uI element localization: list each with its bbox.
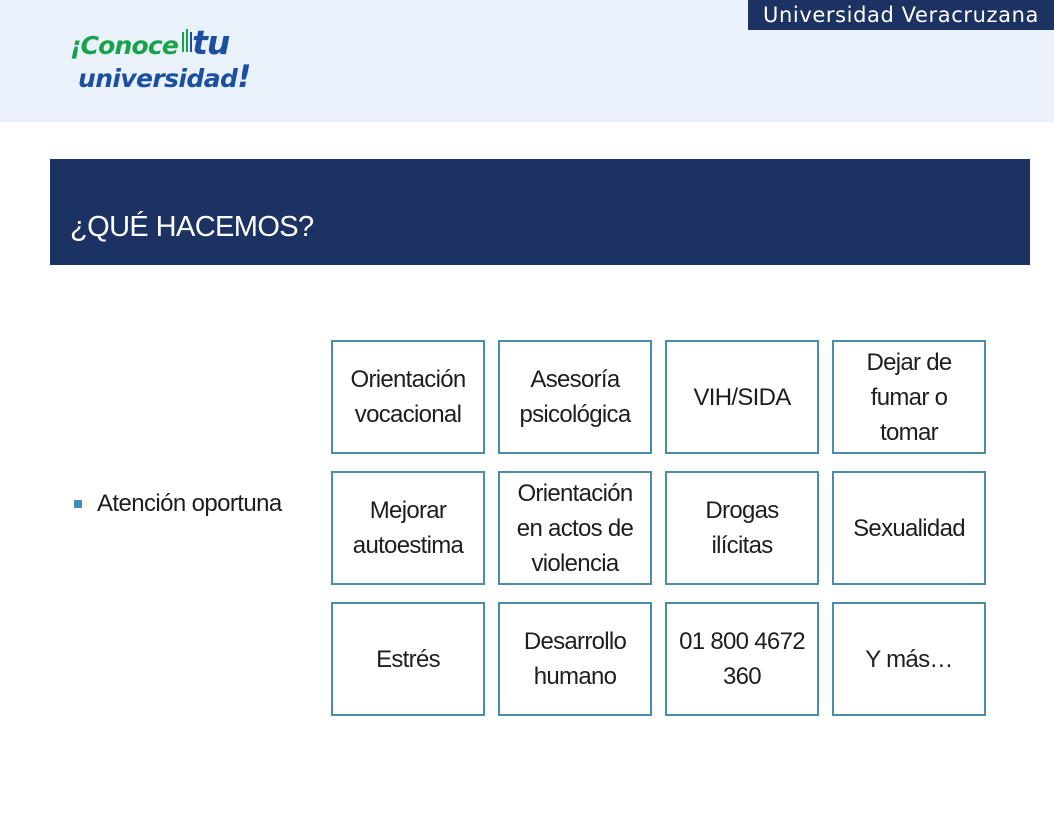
service-label <box>524 624 626 694</box>
service-label-line: Dejar de <box>866 348 952 376</box>
service-label-line: Orientación <box>350 366 466 393</box>
service-label-line: fumar o <box>870 383 948 411</box>
conoce-tu-universidad-logo <box>70 22 280 100</box>
logo-line-2 <box>78 59 252 95</box>
service-label <box>865 642 952 677</box>
service-cell-sexualidad <box>832 471 986 585</box>
service-cell-phone-number <box>665 602 819 716</box>
service-label <box>705 493 778 563</box>
service-cell-mejorar-autoestima <box>331 471 485 585</box>
institution-label: Universidad Veracruzana <box>748 0 1054 30</box>
logo-exclamation: ! <box>237 59 252 95</box>
service-label-line: psicológica <box>519 401 631 428</box>
service-cell-dejar-de-fumar-o-tomar <box>832 340 986 454</box>
service-cell-asesoria-psicologica <box>498 340 652 454</box>
service-label <box>519 362 630 432</box>
service-label-line: 01 800 4672 <box>679 628 805 655</box>
bullet-marker <box>74 500 82 508</box>
service-cell-estres <box>331 602 485 716</box>
service-label-line: tomar <box>880 418 938 446</box>
service-label-line: Asesoría <box>530 366 620 393</box>
slide-title: ¿QUÉ HACEMOS? <box>70 211 314 243</box>
logo-universidad-text: universidad <box>78 64 238 93</box>
service-label <box>853 511 965 546</box>
logo-line-1 <box>70 23 230 62</box>
service-cell-orientacion-vocacional <box>331 340 485 454</box>
service-label-line: humano <box>533 663 617 690</box>
service-cell-desarrollo-humano <box>498 602 652 716</box>
service-label <box>693 380 790 415</box>
service-label <box>866 345 951 450</box>
service-label-line: violencia <box>531 549 619 577</box>
service-label-line: en actos de <box>516 514 634 542</box>
service-label-line: Y más… <box>865 645 953 673</box>
service-label-line: Orientación <box>517 479 633 507</box>
service-label-line: vocacional <box>354 401 462 428</box>
logo-tu-text: tu <box>192 23 230 62</box>
service-cell-drogas-ilicitas <box>665 471 819 585</box>
service-label <box>350 362 465 432</box>
service-label-line: Drogas <box>705 497 779 524</box>
service-label <box>376 642 440 677</box>
service-label-line: Desarrollo <box>523 628 627 655</box>
service-label <box>679 624 805 694</box>
service-cell-y-mas <box>832 602 986 716</box>
bullet-atencion-oportuna: Atención oportuna <box>97 490 282 517</box>
logo-conoce-text: ¡Conoce <box>70 31 179 60</box>
service-cell-vih-sida <box>665 340 819 454</box>
service-label <box>517 476 633 581</box>
services-grid <box>331 340 987 716</box>
service-label-line: Mejorar <box>369 497 447 524</box>
service-label-line: VIH/SIDA <box>693 383 791 411</box>
service-label-line: Estrés <box>376 645 440 673</box>
service-label-line: autoestima <box>352 532 464 559</box>
service-label-line: ilícitas <box>711 532 773 559</box>
service-label <box>353 493 463 563</box>
service-cell-orientacion-violencia <box>498 471 652 585</box>
service-label-line: Sexualidad <box>853 514 965 542</box>
service-label-line: 360 <box>723 663 761 690</box>
title-bar <box>50 159 1030 265</box>
